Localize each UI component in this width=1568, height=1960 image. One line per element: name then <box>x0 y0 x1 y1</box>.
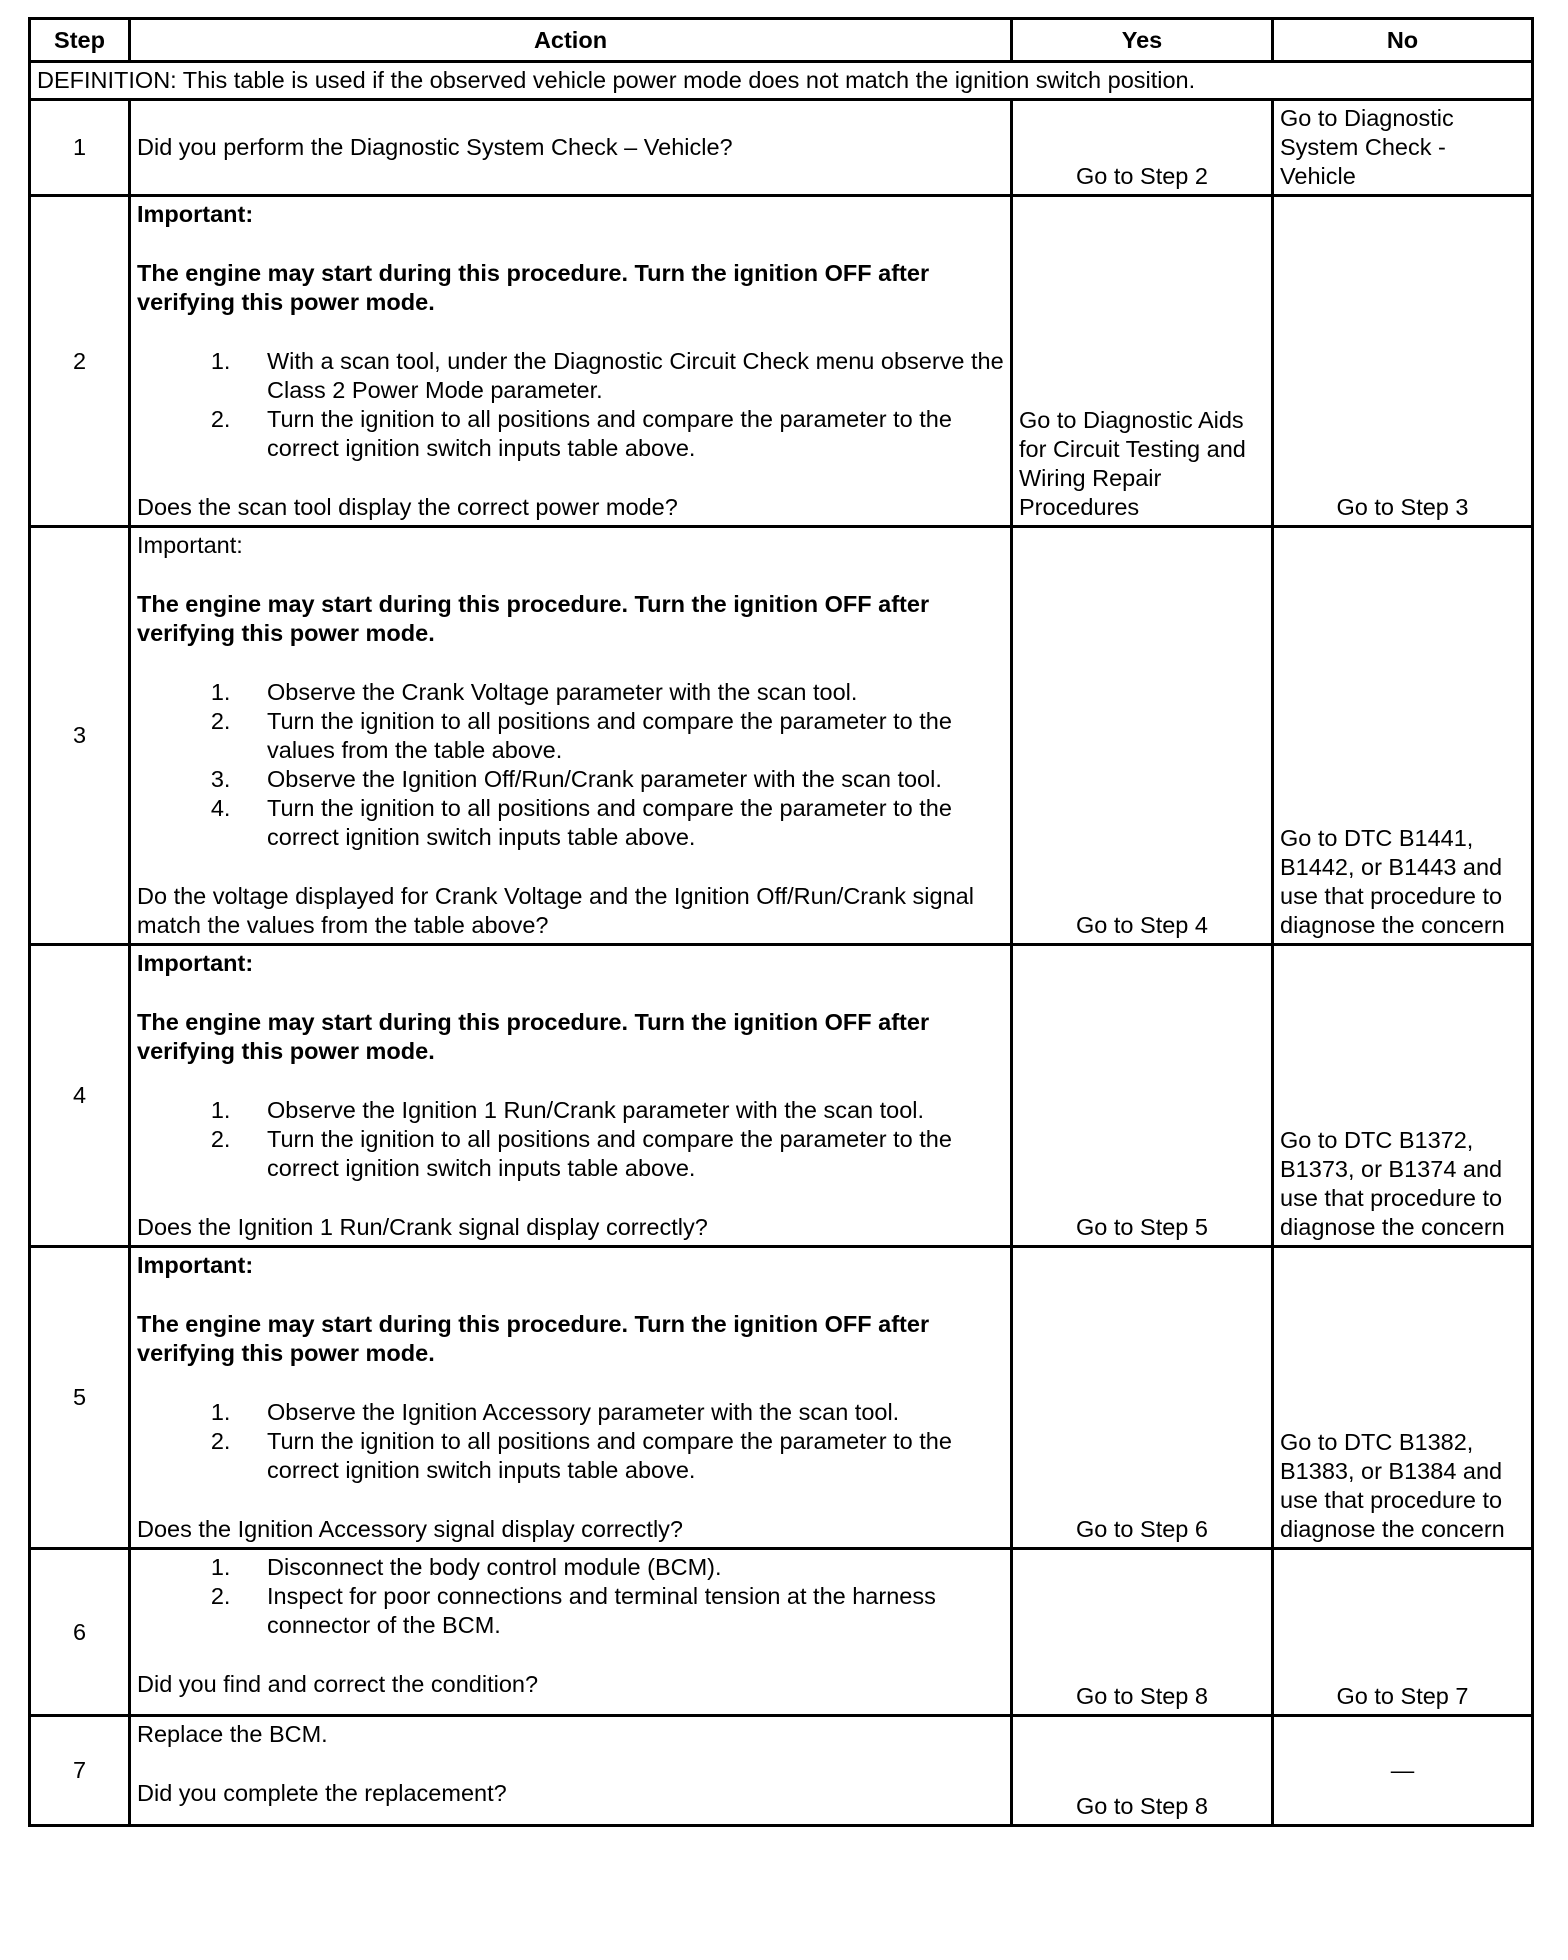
instruction-list <box>137 1096 1004 1183</box>
action-cell <box>130 1716 1012 1826</box>
important-label: Important: <box>137 1252 254 1278</box>
important-label: Important: <box>137 201 254 227</box>
step-question: Does the scan tool display the correct power mode? <box>137 494 678 520</box>
table-row <box>30 1549 1533 1716</box>
header-action: Action <box>130 19 1012 62</box>
instruction-item: 2. Turn the ignition to all positions and compare the parameter to the correct ignition switch inputs table above. <box>237 405 1004 463</box>
header-yes: Yes <box>1012 19 1273 62</box>
action-cell <box>130 1549 1012 1716</box>
instruction-item: 1. Disconnect the body control module (BCM). <box>237 1553 1004 1582</box>
action-cell <box>130 527 1012 945</box>
important-text: The engine may start during this procedure. Turn the ignition OFF after verifying this power mode. <box>137 591 930 646</box>
instruction-item: 1. Observe the Ignition 1 Run/Crank parameter with the scan tool. <box>237 1096 1004 1125</box>
definition-text: DEFINITION: This table is used if the observed vehicle power mode does not match the ignition switch position. <box>30 62 1533 100</box>
important-label: Important: <box>137 950 254 976</box>
instruction-item: 1. With a scan tool, under the Diagnostic Circuit Check menu observe the Class 2 Power Mode parameter. <box>237 347 1004 405</box>
instruction-list <box>137 1553 1004 1640</box>
important-text: The engine may start during this procedure. Turn the ignition OFF after verifying this power mode. <box>137 1311 930 1366</box>
step-question: Does the Ignition 1 Run/Crank signal display correctly? <box>137 1214 708 1240</box>
instruction-item: 2. Inspect for poor connections and terminal tension at the harness connector of the BCM. <box>237 1582 1004 1640</box>
table-row <box>30 100 1533 196</box>
instruction-item: 1. Observe the Crank Voltage parameter with the scan tool. <box>237 678 1004 707</box>
definition-row <box>30 62 1533 100</box>
no-cell: — <box>1273 1716 1533 1826</box>
yes-cell: Go to Step 6 <box>1012 1247 1273 1549</box>
instruction-item: 4. Turn the ignition to all positions and compare the parameter to the correct ignition switch inputs table above. <box>237 794 1004 852</box>
step-number: 7 <box>30 1716 130 1826</box>
yes-cell: Go to Step 8 <box>1012 1549 1273 1716</box>
header-no: No <box>1273 19 1533 62</box>
instruction-item: 2. Turn the ignition to all positions and compare the parameter to the correct ignition switch inputs table above. <box>237 1125 1004 1183</box>
step-number: 2 <box>30 196 130 527</box>
step-number: 1 <box>30 100 130 196</box>
instruction-item: 3. Observe the Ignition Off/Run/Crank parameter with the scan tool. <box>237 765 1004 794</box>
step-number: 6 <box>30 1549 130 1716</box>
important-text: The engine may start during this procedure. Turn the ignition OFF after verifying this power mode. <box>137 260 930 315</box>
yes-cell: Go to Diagnostic Aids for Circuit Testing and Wiring Repair Procedures <box>1012 196 1273 527</box>
instruction-item: 2. Turn the ignition to all positions and compare the parameter to the correct ignition switch inputs table above. <box>237 1427 1004 1485</box>
table-row <box>30 1716 1533 1826</box>
header-row <box>30 19 1533 62</box>
table-row <box>30 527 1533 945</box>
table-row <box>30 1247 1533 1549</box>
step-question: Did you complete the replacement? <box>137 1780 507 1806</box>
step-question: Do the voltage displayed for Crank Voltage and the Ignition Off/Run/Crank signal match the values from the table above? <box>137 883 974 938</box>
no-cell: Go to DTC B1441, B1442, or B1443 and use that procedure to diagnose the concern <box>1273 527 1533 945</box>
step-question: Did you perform the Diagnostic System Check – Vehicle? <box>137 134 733 160</box>
instruction-list <box>137 678 1004 852</box>
yes-cell: Go to Step 4 <box>1012 527 1273 945</box>
instruction-item: 2. Turn the ignition to all positions and compare the parameter to the values from the table above. <box>237 707 1004 765</box>
table-row <box>30 945 1533 1247</box>
action-cell <box>130 1247 1012 1549</box>
action-cell <box>130 945 1012 1247</box>
header-step: Step <box>30 19 130 62</box>
no-cell: Go to Diagnostic System Check - Vehicle <box>1273 100 1533 196</box>
important-label: Important: <box>137 532 243 558</box>
yes-cell: Go to Step 8 <box>1012 1716 1273 1826</box>
no-cell: Go to Step 3 <box>1273 196 1533 527</box>
no-cell: Go to Step 7 <box>1273 1549 1533 1716</box>
important-text: The engine may start during this procedure. Turn the ignition OFF after verifying this power mode. <box>137 1009 930 1064</box>
yes-cell: Go to Step 2 <box>1012 100 1273 196</box>
step-question: Did you find and correct the condition? <box>137 1671 539 1697</box>
yes-cell: Go to Step 5 <box>1012 945 1273 1247</box>
step-number: 3 <box>30 527 130 945</box>
no-cell: Go to DTC B1372, B1373, or B1374 and use that procedure to diagnose the concern <box>1273 945 1533 1247</box>
action-cell <box>130 196 1012 527</box>
table-row <box>30 196 1533 527</box>
step-number: 5 <box>30 1247 130 1549</box>
step-number: 4 <box>30 945 130 1247</box>
step-question: Does the Ignition Accessory signal display correctly? <box>137 1516 683 1542</box>
action-cell <box>130 100 1012 196</box>
step-instruction: Replace the BCM. <box>137 1721 328 1747</box>
diagnostic-table <box>28 17 1534 1827</box>
instruction-list <box>137 347 1004 463</box>
instruction-list <box>137 1398 1004 1485</box>
no-cell: Go to DTC B1382, B1383, or B1384 and use that procedure to diagnose the concern <box>1273 1247 1533 1549</box>
instruction-item: 1. Observe the Ignition Accessory parameter with the scan tool. <box>237 1398 1004 1427</box>
